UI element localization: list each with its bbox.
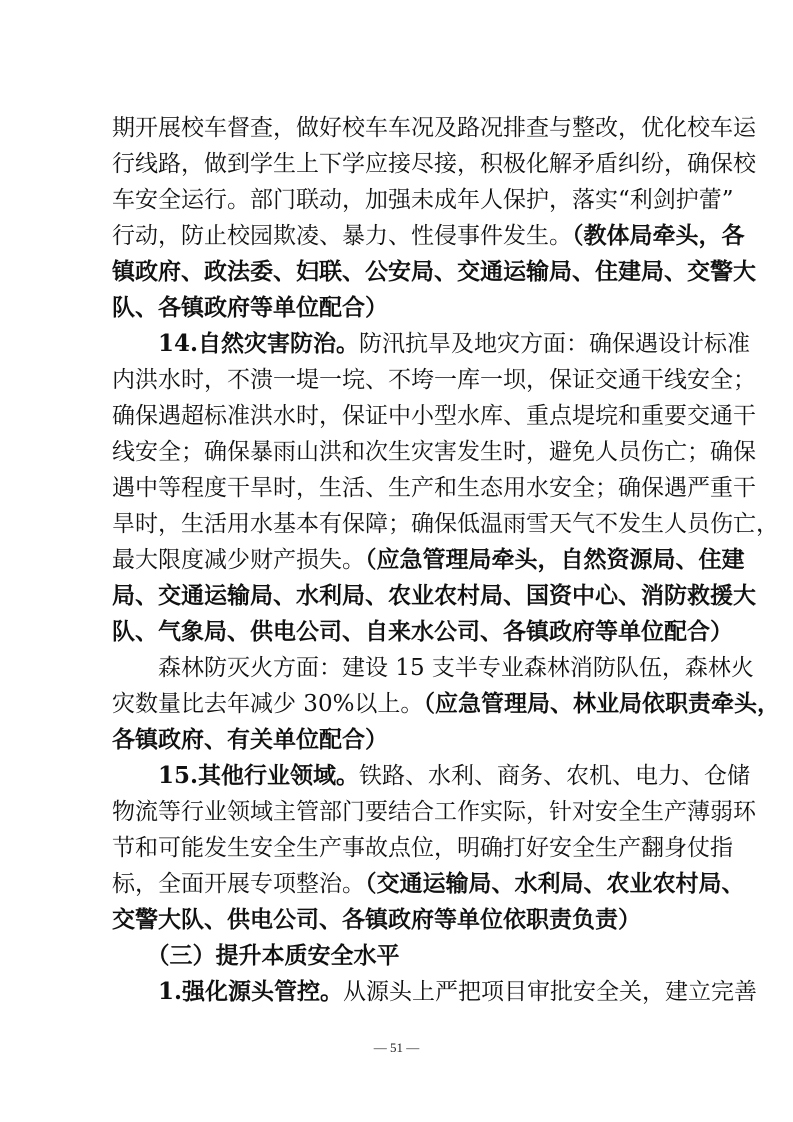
text-segment: 行动，防止校园欺凌、暴力、性侵事件发生。 [112, 223, 572, 249]
text-line [112, 938, 702, 974]
text-line [112, 614, 733, 650]
text-line [112, 758, 751, 794]
document-body [112, 110, 780, 1010]
text-segment: 最大限度减少财产损失。 [112, 547, 365, 573]
page-number: — 51 — [373, 1040, 420, 1055]
text-line [112, 830, 733, 866]
text-line [112, 110, 756, 146]
text-line [112, 290, 702, 326]
bold-text-segment: 队、各镇政府等单位配合） [112, 294, 388, 321]
bold-text-segment: （交通运输局、水利局、农业农村局、 [365, 870, 745, 897]
text-line [112, 506, 779, 542]
text-segment: 遇中等程度干旱时，生活、生产和生态用水安全；确保遇严重干 [112, 475, 756, 501]
text-segment: 灾数量比去年减少 30%以上。 [112, 691, 424, 717]
text-line [112, 650, 754, 686]
text-segment: 线安全；确保暴雨山洪和次生灾害发生时，避免人员伤亡；确保 [112, 439, 756, 465]
text-segment: 标，全面开展专项整治。 [112, 871, 365, 897]
bold-text-segment: （应急管理局牵头，自然资源局、住建 [365, 546, 745, 573]
text-segment: 确保遇超标准洪水时，保证中小型水库、重点堤垸和重要交通干 [112, 403, 756, 429]
text-segment: 行线路，做到学生上下学应接尽接，积极化解矛盾纠纷，确保校 [112, 151, 756, 177]
text-line [112, 974, 758, 1010]
text-line [112, 326, 751, 362]
text-line [112, 182, 734, 218]
bold-text-segment: 局、交通运输局、水利局、农业农村局、国资中心、消防救援大 [112, 582, 756, 609]
text-line [112, 722, 702, 758]
text-line [112, 398, 756, 434]
text-segment: 节和可能发生安全生产事故点位，明确打好安全生产翻身仗指 [112, 835, 733, 861]
text-segment: 内洪水时，不溃一堤一垸、不垮一库一坝，保证交通干线安全； [112, 367, 756, 393]
bold-text-segment: 镇政府、政法委、妇联、公安局、交通运输局、住建局、交警大 [112, 258, 756, 285]
text-segment: 旱时，生活用水基本有保障；确保低温雨雪天气不发生人员伤亡， [112, 511, 779, 537]
text-line [112, 146, 756, 182]
text-segment: 期开展校车督查，做好校车车况及路况排查与整改，优化校车运 [112, 115, 756, 141]
text-line [112, 686, 780, 722]
bold-text-segment: 各镇政府、有关单位配合） [112, 726, 388, 753]
text-line [112, 578, 756, 614]
bold-text-segment: （三）提升本质安全水平 [112, 943, 400, 969]
text-segment: 车安全运行。部门联动，加强未成年人保护，落实“利剑护蕾” [112, 187, 734, 213]
text-segment: 从源头上严把项目审批安全关，建立完善 [343, 979, 758, 1005]
bold-text-segment: （应急管理局、林业局依职责牵头， [423, 690, 780, 717]
bold-text-segment: 交警大队、供电公司、各镇政府等单位依职责负责） [112, 906, 641, 933]
text-line [112, 470, 756, 506]
text-line [112, 794, 756, 830]
text-line [112, 866, 745, 902]
text-line [112, 434, 756, 470]
text-segment: 铁路、水利、商务、农机、电力、仓储 [359, 763, 751, 789]
bold-text-segment: 队、气象局、供电公司、自来水公司、各镇政府等单位配合） [112, 618, 733, 645]
text-line [112, 362, 756, 398]
text-line [112, 902, 702, 938]
bold-text-segment: 14.自然灾害防治。 [112, 330, 360, 357]
text-segment: 防汛抗旱及地灾方面：确保遇设计标准 [359, 331, 751, 357]
bold-text-segment: 15.其他行业领域。 [112, 762, 360, 789]
text-line [112, 218, 745, 254]
bold-text-segment: 1.强化源头管控。 [112, 978, 344, 1005]
text-segment: 物流等行业领域主管部门要结合工作实际，针对安全生产薄弱环 [112, 799, 756, 825]
text-line [112, 542, 745, 578]
text-segment: 森林防灭火方面：建设 15 支半专业森林消防队伍，森林火 [112, 655, 754, 681]
bold-text-segment: （教体局牵头，各 [572, 222, 745, 249]
text-line [112, 254, 756, 290]
